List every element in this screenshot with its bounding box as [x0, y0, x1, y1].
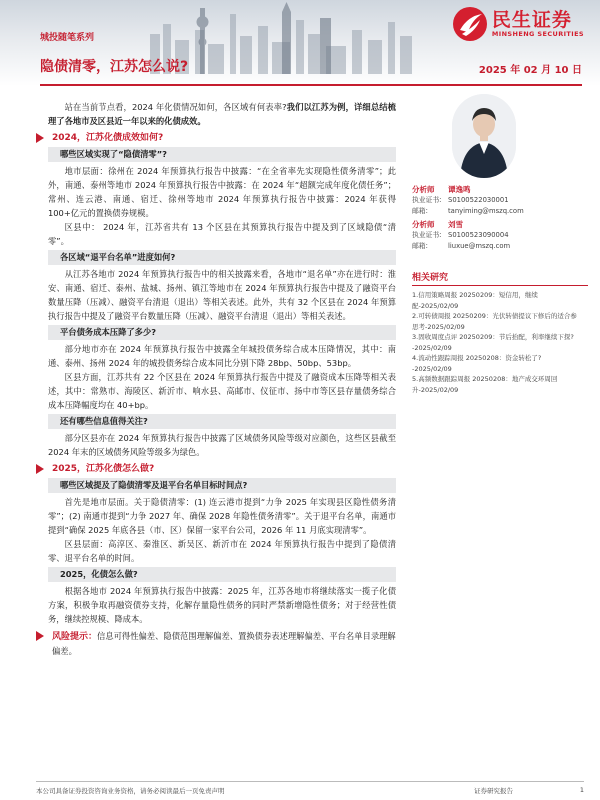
- paragraph: 从江苏各地市 2024 年预算执行报告中的相关披露来看，各地市“退名单”亦在进行时：淮安、南通、宿迁、泰州、盐城、扬州、镇江等地市在 2024 年预算执行报告中提及了融资平台数量压降（压减）、融资平台清退（退出）等相关表述。此外，共有 32 个区县在 2024 年预算执行报告中提及了融资平台数量压降（压减）、融资平台清退（退出）等相关表述。: [48, 269, 396, 321]
- subheading-debt-clearance: 哪些区域实现了“隐债清零”?: [48, 147, 396, 162]
- analyst-card-2: [412, 219, 584, 251]
- cert-label: 执业证书:: [412, 231, 442, 239]
- analyst-role: 分析师: [412, 185, 435, 194]
- report-series: 城投随笔系列: [40, 33, 95, 43]
- cert-number: S0100522030001: [448, 196, 509, 204]
- email-label: 邮箱:: [412, 206, 428, 215]
- paragraph: 区县方面，江苏共有 22 个区县在 2024 年预算执行报告中提及了融资成本压降等相关表述，其中：常熟市、海陵区、新沂市、响水县、高邮市、仪征市、扬中市等区县存量债务综合成本压降幅度均在 40+bp。: [48, 372, 396, 410]
- risk-warning: [48, 629, 396, 659]
- header-divider: [40, 84, 582, 86]
- analyst-card-1: [412, 184, 584, 216]
- subheading-other-info: 还有哪些信息值得关注?: [48, 414, 396, 429]
- paragraph: 部分区县亦在 2024 年预算执行报告中披露了区域债务风险等级对应颜色，这些区县截至 2024 年末的区域债务风险等级多为绿色。: [48, 433, 396, 457]
- cert-label: 执业证书:: [412, 196, 442, 204]
- section-heading-text: 2024，江苏化债成效如何?: [52, 133, 164, 143]
- section-heading-2024: [48, 131, 396, 145]
- email-label: 邮箱:: [412, 241, 428, 250]
- related-research-item[interactable]: 1.信用策略周报 20250209：短信用，继续配-2025/02/09: [412, 291, 538, 310]
- related-research-item[interactable]: 3.固收周度点评 20250209：节后抬配，利率继续下探? -2025/02/09: [412, 333, 574, 352]
- related-research-item[interactable]: 5.高频数据跟踪周报 20250208：地产成交环周回升-2025/02/09: [412, 375, 558, 394]
- section-heading-2025: [48, 462, 396, 476]
- page-number: 1: [579, 786, 584, 794]
- page-footer: [36, 786, 584, 795]
- analyst-role: 分析师: [412, 220, 435, 229]
- section-arrow-icon: [36, 631, 44, 641]
- subheading-target-timeline: 哪些区域提及了隐债清零及退平台名单目标时间点?: [48, 478, 396, 493]
- intro-paragraph: [48, 100, 396, 128]
- paragraph: 区县中： 2024 年，江苏省共有 13 个区县在其预算执行报告中提及到了区域隐债“清零”。: [48, 222, 396, 246]
- footer-divider: [36, 781, 584, 782]
- analyst-email[interactable]: liuxue@mszq.com: [448, 241, 511, 250]
- intro-text: 站在当前节点看，2024 年化债情况如何，各区域有何表率?: [64, 102, 287, 112]
- company-logo: [452, 6, 584, 42]
- page-header: [0, 0, 600, 86]
- paragraph: 区县层面：高淳区、秦淮区、新吴区、新沂市在 2024 年预算执行报告中提到了隐债清零、退平台名单的时间。: [48, 539, 396, 563]
- paragraph: 根据各地市 2024 年预算执行报告中披露：2025 年，江苏各地市将继续落实一揽子化债方案，积极争取再融资债券支持，化解存量隐性债务的同时严禁新增隐性债务；对于经营性债务，继续控规模、降成本。: [48, 586, 396, 624]
- subheading-platform-exit: 各区域“退平台名单”进度如何?: [48, 250, 396, 265]
- subheading-2025-plan: 2025，化债怎么做?: [48, 567, 396, 582]
- analyst-name: 谭逸鸣: [448, 185, 471, 194]
- logo-chinese-name: 民生证券: [491, 8, 572, 31]
- report-body: [48, 100, 396, 661]
- cert-number: S0100523090004: [448, 231, 509, 239]
- report-date: 2025 年 02 月 10 日: [478, 65, 582, 76]
- analyst-name: 刘雪: [448, 220, 463, 229]
- related-research-title: 相关研究: [412, 270, 588, 286]
- section-arrow-icon: [36, 464, 44, 474]
- paragraph: 地市层面：徐州在 2024 年预算执行报告中披露：“在全省率先实现隐性债务清零”；此外，南通、泰州等地市 2024 年预算执行报告中披露：在 2024 年“超额完成年度化债任务”；常州、连云港、南通、宿迁、徐州等地市 2024 年预算执行报告中披露：2024 年获得 100+亿元的置换债券规模。: [48, 166, 396, 218]
- section-heading-text: 2025，江苏化债怎么做?: [52, 464, 155, 474]
- paragraph: 首先是地市层面。关于隐债清零：(1) 连云港市提到“力争 2025 年实现县区隐性债务清零”；(2) 南通市提到“力争 2027 年、确保 2028 年隐性债务清零”。关于退平台名单，南通市提到“确保 2025 年底各县（市、区）保留一家平台公司，2026 年 11 月底实现清零”。: [48, 497, 396, 535]
- analyst-photo: [452, 94, 516, 178]
- risk-text: 信息可得性偏差、隐债范围理解偏差、置换债券表述理解偏差、平台名单目录理解偏差。: [52, 631, 396, 656]
- intro-bold-text: 我们以江苏为例，详细总结梳理了各地市及区县近一年以来的化债成效。: [48, 102, 396, 126]
- footer-disclaimer: 本公司具备证券投资咨询业务资格，请务必阅读最后一页免责声明: [36, 787, 225, 795]
- risk-label: 风险提示：: [52, 632, 98, 642]
- section-arrow-icon: [36, 133, 44, 143]
- logo-english-name: MINSHENG SECURITIES: [491, 29, 584, 38]
- analyst-portrait-image: [452, 94, 516, 178]
- paragraph: 部分地市亦在 2024 年预算执行报告中披露全年城投债务综合成本压降情况，其中：南通、泰州、扬州 2024 年的城投债务综合成本同比分别下降 28bp、50bp、53bp。: [48, 344, 396, 368]
- subheading-cost-reduction: 平台债务成本压降了多少?: [48, 325, 396, 340]
- related-research-item[interactable]: 2.可转债周报 20250209：光伏转债提议下修后的适合参思考-2025/02/09: [412, 312, 577, 331]
- footer-report-type: 证券研究报告: [474, 787, 513, 795]
- page-title: 隐债清零，江苏怎么说?: [40, 59, 189, 75]
- related-research-list: [412, 290, 582, 395]
- analyst-email[interactable]: tanyiming@mszq.com: [448, 206, 524, 215]
- minsheng-logo-icon: [452, 6, 488, 42]
- related-research-item[interactable]: 4.流动性跟踪周报 20250208：资金转松了? -2025/02/09: [412, 354, 542, 373]
